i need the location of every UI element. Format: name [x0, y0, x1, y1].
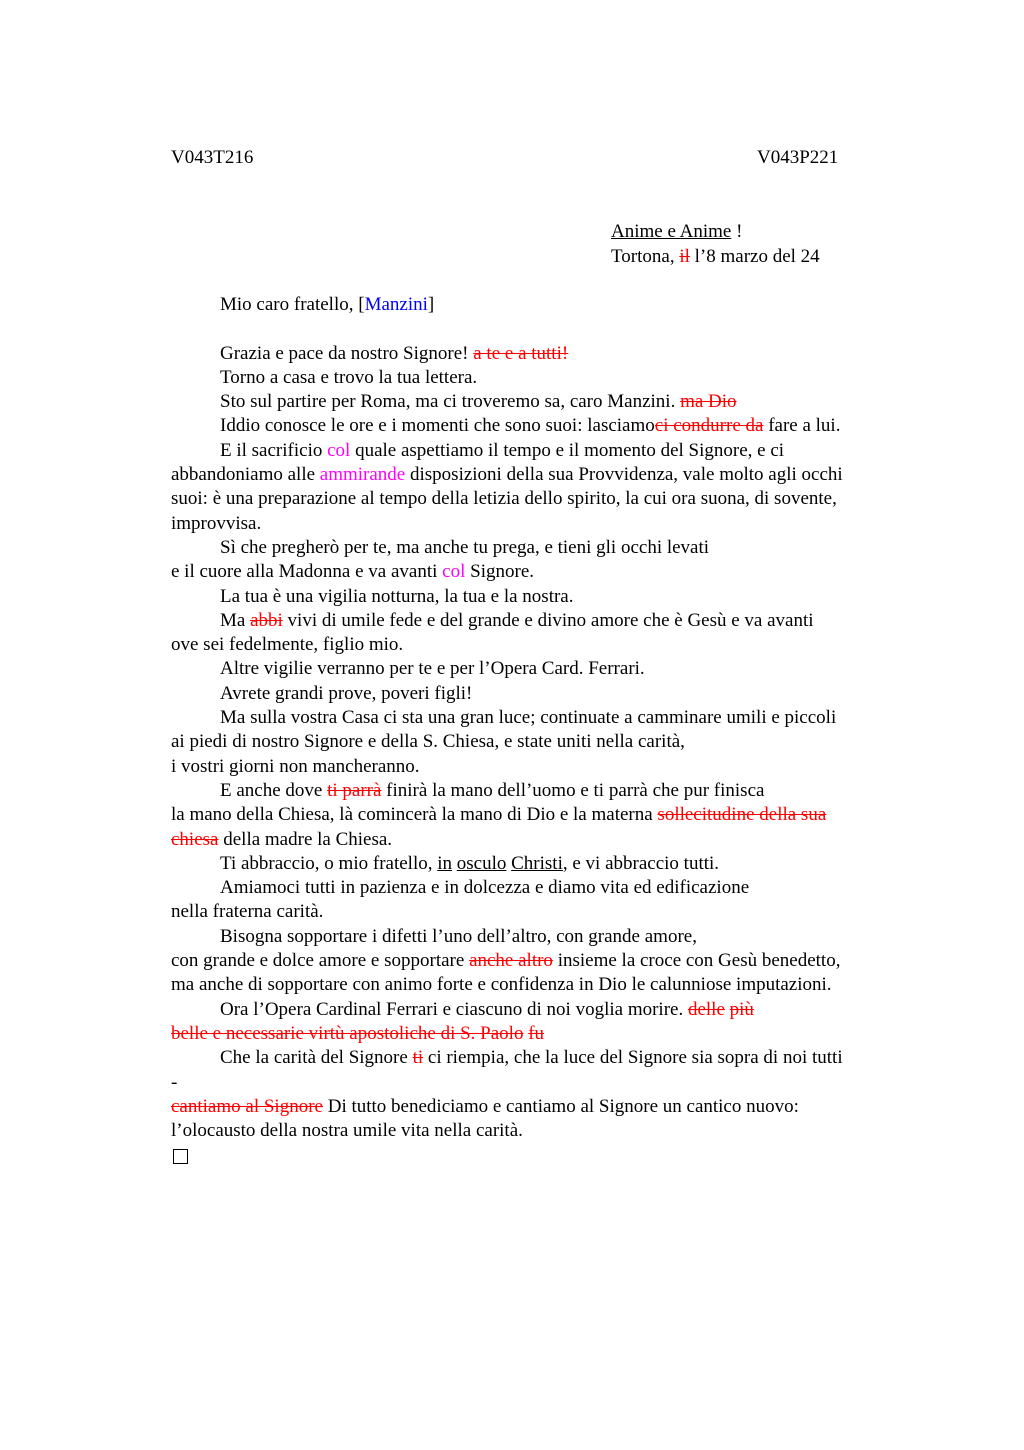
text: insieme la croce con Gesù benedetto,	[552, 950, 841, 972]
place-date-line	[611, 245, 820, 270]
end-marker-line	[171, 1143, 911, 1171]
letter-body	[171, 293, 911, 1172]
spacer	[171, 317, 911, 341]
line	[171, 803, 911, 827]
salutation-text: Mio caro fratello, [	[220, 294, 365, 315]
deleted-text: anche altro	[469, 950, 553, 972]
deleted-text: belle e necessarie virtù apostoliche di S. Paolo	[171, 1022, 524, 1044]
text: Ti abbraccio, o mio fratello,	[220, 852, 438, 874]
deleted-text: sollecitudine della sua	[657, 804, 827, 826]
text: Che la carità del Signore	[220, 1047, 413, 1069]
line: La tua è una vigilia notturna, la tua e la nostra.	[220, 585, 574, 607]
line: Avrete grandi prove, poveri figli!	[220, 682, 473, 704]
line	[171, 463, 911, 487]
text: vivi di umile fede e del grande e divino amore che è Gesù e va avanti	[282, 609, 814, 631]
text: disposizioni della sua Provvidenza, vale molto agli occhi	[405, 464, 843, 486]
text: E il sacrificio	[220, 439, 328, 461]
text: la mano della Chiesa, là comincerà la mano di Dio e la materna	[171, 804, 658, 826]
text: Ora l’Opera Cardinal Ferrari e ciascuno di noi voglia morire.	[220, 998, 688, 1020]
line	[171, 560, 911, 584]
salutation	[171, 293, 911, 317]
inserted-text: col	[327, 439, 351, 461]
text: Sto sul partire per Roma, ma ci troveremo sa, caro Manzini.	[220, 391, 681, 413]
line	[171, 1022, 911, 1046]
line	[171, 1046, 911, 1070]
line: suoi: è una preparazione al tempo della letizia dello spirito, la cui ora suona, di sovente,	[171, 488, 837, 510]
deleted-text: delle	[687, 998, 725, 1020]
line: i vostri giorni non mancheranno.	[171, 755, 420, 777]
text: E anche dove	[220, 779, 328, 801]
underlined-text: Christi	[511, 852, 563, 874]
end-box-icon	[173, 1149, 188, 1164]
line: Torno a casa e trovo la tua lettera.	[220, 366, 478, 388]
underlined-text: in	[437, 852, 453, 874]
salutation-close: ]	[427, 294, 435, 315]
underlined-text: osculo	[456, 852, 507, 874]
inserted-text: ammirande	[319, 464, 406, 486]
line	[171, 609, 911, 633]
line: l’olocausto della nostra umile vita nella carità.	[171, 1120, 523, 1142]
text: fare a lui.	[763, 415, 841, 437]
text: quale aspettiamo il tempo e il momento del Signore, e ci	[350, 439, 785, 461]
deleted-text: ma Dio	[680, 391, 737, 413]
line	[171, 852, 911, 876]
deleted-text: ti parrà	[327, 779, 382, 801]
deleted-text: il	[679, 245, 690, 267]
document-code-left: V043T216	[171, 147, 254, 168]
text: Iddio conosce le ore e i momenti che sono suoi: lasciamo	[220, 415, 655, 437]
inserted-text: col	[442, 561, 466, 583]
line: nella fraterna carità.	[171, 901, 324, 923]
heading-title: Anime e Anime	[611, 221, 732, 242]
line: Bisogna sopportare i difetti l’uno dell’altro, con grande amore,	[220, 925, 697, 947]
text: Grazia e pace da nostro Signore!	[220, 342, 474, 364]
text: con grande e dolce amore e sopportare	[171, 950, 470, 972]
line	[171, 439, 911, 463]
line: Sì che pregherò per te, ma anche tu prega, e tieni gli occhi levati	[220, 536, 710, 558]
text: Ma	[220, 609, 251, 631]
line: -	[171, 1071, 178, 1093]
text: abbandoniamo alle	[171, 464, 320, 486]
line	[171, 414, 911, 438]
letter-heading	[611, 220, 820, 269]
text: Di tutto benediciamo e cantiamo al Signore un cantico nuovo:	[322, 1095, 799, 1117]
line: Ma sulla vostra Casa ci sta una gran luce; continuate a camminare umili e piccoli	[220, 707, 837, 729]
date: l’8 marzo del 24	[689, 245, 820, 267]
document-code-right: V043P221	[757, 147, 839, 168]
line	[171, 828, 911, 852]
line	[171, 949, 911, 973]
deleted-text: a te e a tutti!	[473, 342, 569, 364]
place: Tortona,	[611, 245, 680, 267]
text: finirà la mano dell’uomo e ti parrà che pur finisca	[381, 779, 765, 801]
line	[171, 390, 911, 414]
line	[171, 779, 911, 803]
line: Amiamoci tutti in pazienza e in dolcezza e diamo vita ed edificazione	[220, 877, 750, 899]
text: e il cuore alla Madonna e va avanti	[171, 561, 443, 583]
editorial-name: Manzini	[364, 294, 428, 315]
line	[171, 998, 911, 1022]
line: Altre vigilie verranno per te e per l’Opera Card. Ferrari.	[220, 658, 645, 680]
deleted-text: ti	[412, 1047, 424, 1069]
line: ai piedi di nostro Signore e della S. Chiesa, e state uniti nella carità,	[171, 731, 685, 753]
line: improvvisa.	[171, 512, 262, 534]
deleted-text: fu	[528, 1022, 545, 1044]
deleted-text: cantiamo al Signore	[171, 1095, 323, 1117]
line	[171, 342, 911, 366]
heading-line	[611, 220, 820, 245]
deleted-text: abbi	[250, 609, 283, 631]
text: della madre la Chiesa.	[218, 828, 393, 850]
heading-suffix: !	[731, 221, 743, 242]
line	[171, 1095, 911, 1119]
line: ma anche di sopportare con animo forte e confidenza in Dio le calunniose imputazioni.	[171, 974, 832, 996]
text: ci riempia, che la luce del Signore sia sopra di noi tutti	[423, 1047, 843, 1069]
text: Signore.	[465, 561, 534, 583]
line: ove sei fedelmente, figlio mio.	[171, 634, 404, 656]
deleted-text: ci condurre da	[654, 415, 764, 437]
deleted-text: chiesa	[171, 828, 219, 850]
deleted-text: più	[729, 998, 754, 1020]
text: , e vi abbraccio tutti.	[562, 852, 720, 874]
